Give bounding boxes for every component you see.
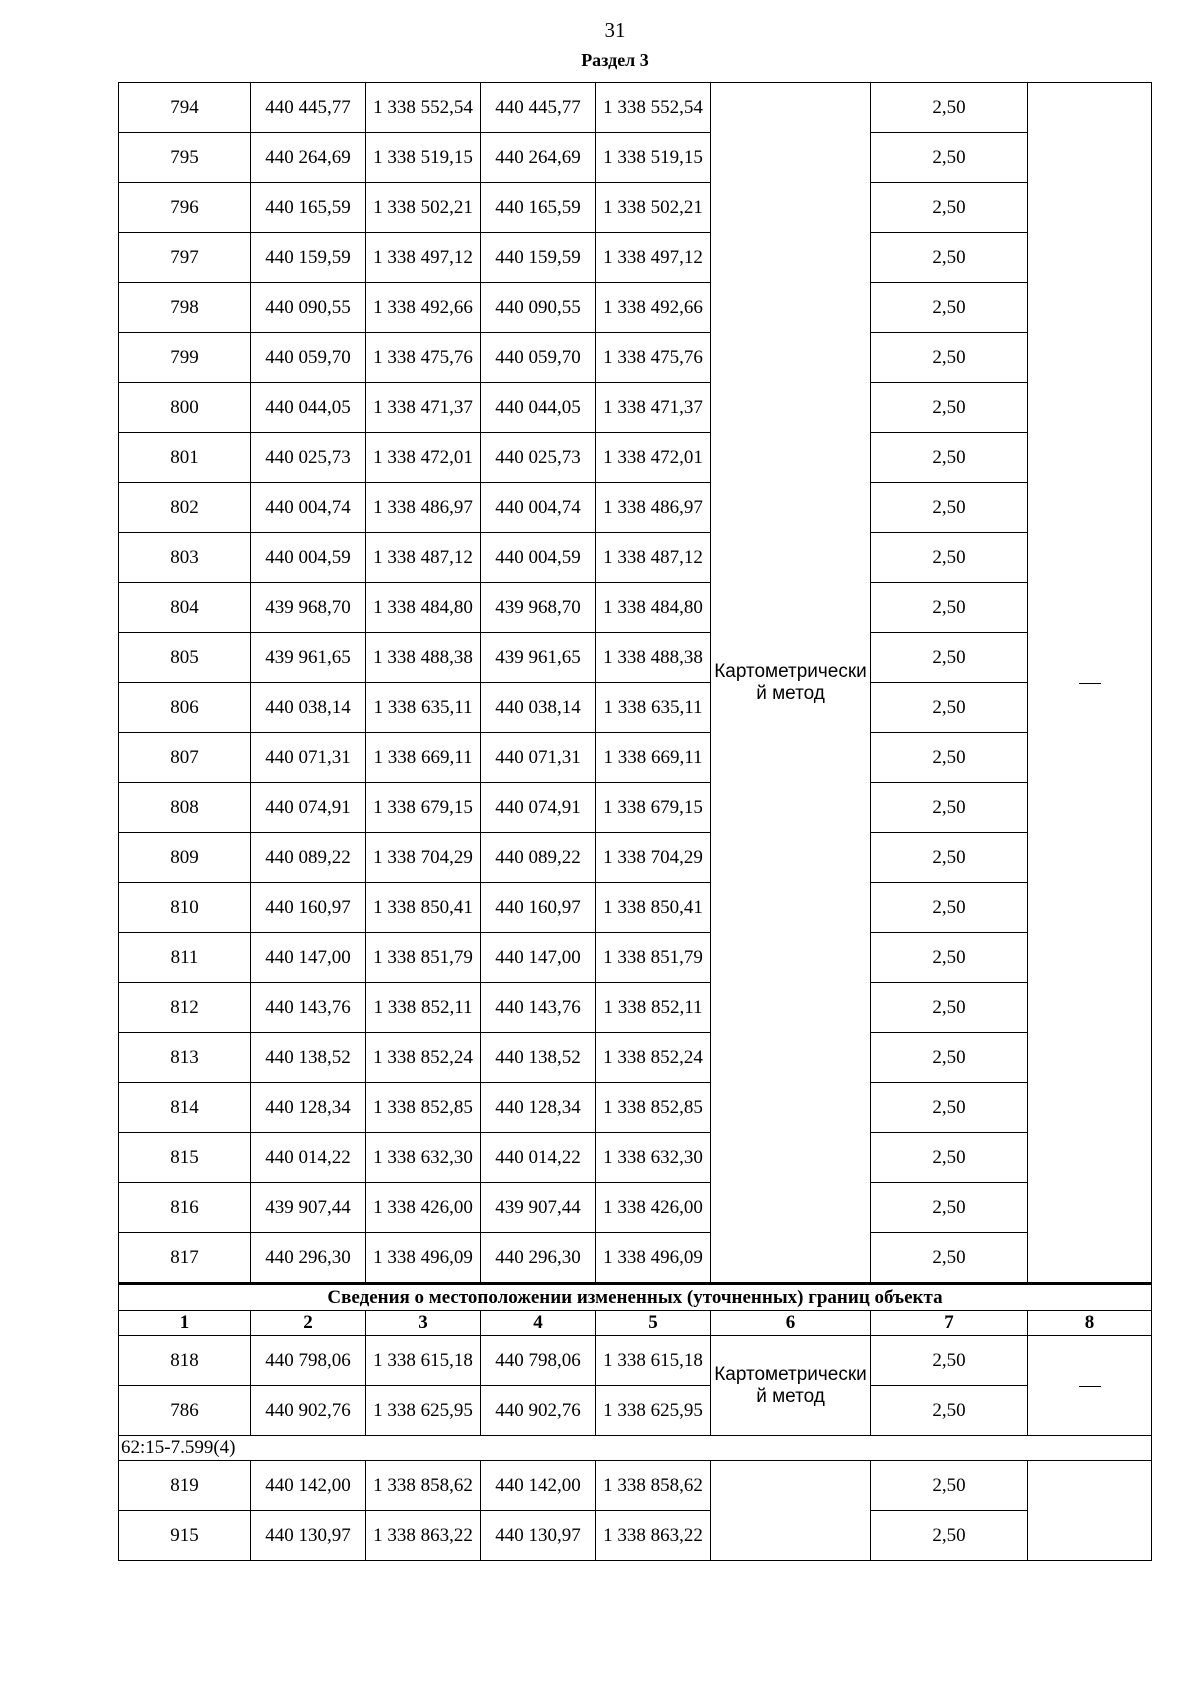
x-existing-cell: 440 038,14	[251, 683, 366, 733]
y-existing-cell: 1 338 497,12	[366, 233, 481, 283]
table-row	[119, 1183, 1152, 1233]
x-existing-cell: 440 296,30	[251, 1233, 366, 1284]
x-new-cell: 440 128,34	[481, 1083, 596, 1133]
point-number-cell: 805	[119, 633, 251, 683]
point-number-cell: 812	[119, 983, 251, 1033]
y-new-cell: 1 338 471,37	[596, 383, 711, 433]
table-row	[119, 633, 1152, 683]
point-number-cell: 795	[119, 133, 251, 183]
note-cell	[1028, 1336, 1152, 1436]
x-existing-cell: 440 128,34	[251, 1083, 366, 1133]
column-number: 3	[366, 1311, 481, 1336]
y-existing-cell: 1 338 851,79	[366, 933, 481, 983]
table-row	[119, 883, 1152, 933]
y-new-cell: 1 338 669,11	[596, 733, 711, 783]
table-row	[119, 783, 1152, 833]
y-new-cell: 1 338 486,97	[596, 483, 711, 533]
y-existing-cell: 1 338 863,22	[366, 1511, 481, 1561]
table-row	[119, 933, 1152, 983]
point-number-cell: 799	[119, 333, 251, 383]
y-new-cell: 1 338 496,09	[596, 1233, 711, 1284]
point-number-cell: 808	[119, 783, 251, 833]
dash-mark	[1079, 683, 1101, 684]
accuracy-cell: 2,50	[871, 783, 1028, 833]
y-new-cell: 1 338 625,95	[596, 1386, 711, 1436]
x-new-cell: 440 160,97	[481, 883, 596, 933]
x-existing-cell: 440 059,70	[251, 333, 366, 383]
x-new-cell: 440 089,22	[481, 833, 596, 883]
x-existing-cell: 439 961,65	[251, 633, 366, 683]
x-new-cell: 440 165,59	[481, 183, 596, 233]
x-new-cell: 440 004,74	[481, 483, 596, 533]
x-new-cell: 440 445,77	[481, 83, 596, 133]
accuracy-cell: 2,50	[871, 1183, 1028, 1233]
table-row	[119, 1033, 1152, 1083]
x-new-cell: 440 130,97	[481, 1511, 596, 1561]
y-new-cell: 1 338 519,15	[596, 133, 711, 183]
accuracy-cell: 2,50	[871, 233, 1028, 283]
section-heading-row	[119, 1284, 1152, 1311]
point-number-cell: 815	[119, 1133, 251, 1183]
point-number-cell: 798	[119, 283, 251, 333]
x-new-cell: 440 071,31	[481, 733, 596, 783]
y-new-cell: 1 338 852,24	[596, 1033, 711, 1083]
y-existing-cell: 1 338 852,85	[366, 1083, 481, 1133]
y-new-cell: 1 338 472,01	[596, 433, 711, 483]
x-new-cell: 440 138,52	[481, 1033, 596, 1083]
x-new-cell: 440 147,00	[481, 933, 596, 983]
accuracy-cell: 2,50	[871, 133, 1028, 183]
column-number: 7	[871, 1311, 1028, 1336]
y-existing-cell: 1 338 552,54	[366, 83, 481, 133]
point-number-cell: 915	[119, 1511, 251, 1561]
y-existing-cell: 1 338 472,01	[366, 433, 481, 483]
x-existing-cell: 440 159,59	[251, 233, 366, 283]
x-existing-cell: 439 968,70	[251, 583, 366, 633]
y-new-cell: 1 338 851,79	[596, 933, 711, 983]
point-number-cell: 801	[119, 433, 251, 483]
point-number-cell: 811	[119, 933, 251, 983]
table-row	[119, 183, 1152, 233]
table-row	[119, 333, 1152, 383]
column-number: 6	[711, 1311, 871, 1336]
x-existing-cell: 440 165,59	[251, 183, 366, 233]
y-existing-cell: 1 338 496,09	[366, 1233, 481, 1284]
y-existing-cell: 1 338 492,66	[366, 283, 481, 333]
x-new-cell: 440 143,76	[481, 983, 596, 1033]
y-new-cell: 1 338 863,22	[596, 1511, 711, 1561]
point-number-cell: 802	[119, 483, 251, 533]
x-existing-cell: 440 160,97	[251, 883, 366, 933]
table-row	[119, 483, 1152, 533]
y-new-cell: 1 338 488,38	[596, 633, 711, 683]
y-new-cell: 1 338 852,11	[596, 983, 711, 1033]
y-new-cell: 1 338 502,21	[596, 183, 711, 233]
table-row	[119, 83, 1152, 133]
note-cell	[1028, 83, 1152, 1284]
table-row	[119, 533, 1152, 583]
accuracy-cell: 2,50	[871, 583, 1028, 633]
method-cell: Картометрически й метод	[711, 83, 871, 1284]
accuracy-cell: 2,50	[871, 1233, 1028, 1284]
x-new-cell: 440 025,73	[481, 433, 596, 483]
table-row	[119, 733, 1152, 783]
column-number: 2	[251, 1311, 366, 1336]
accuracy-cell: 2,50	[871, 833, 1028, 883]
table-row	[119, 383, 1152, 433]
x-existing-cell: 440 089,22	[251, 833, 366, 883]
point-number-cell: 813	[119, 1033, 251, 1083]
x-existing-cell: 440 004,74	[251, 483, 366, 533]
x-existing-cell: 440 025,73	[251, 433, 366, 483]
x-new-cell: 440 059,70	[481, 333, 596, 383]
x-existing-cell: 440 143,76	[251, 983, 366, 1033]
accuracy-cell: 2,50	[871, 383, 1028, 433]
coordinates-table	[118, 82, 1152, 1561]
accuracy-cell: 2,50	[871, 333, 1028, 383]
point-number-cell: 804	[119, 583, 251, 633]
y-existing-cell: 1 338 487,12	[366, 533, 481, 583]
point-number-cell: 806	[119, 683, 251, 733]
x-new-cell: 440 142,00	[481, 1461, 596, 1511]
point-number-cell: 816	[119, 1183, 251, 1233]
column-number: 5	[596, 1311, 711, 1336]
accuracy-cell: 2,50	[871, 433, 1028, 483]
x-new-cell: 440 159,59	[481, 233, 596, 283]
accuracy-cell: 2,50	[871, 533, 1028, 583]
x-existing-cell: 439 907,44	[251, 1183, 366, 1233]
accuracy-cell: 2,50	[871, 183, 1028, 233]
parcel-id: 62:15-7.599(4)	[119, 1436, 1152, 1461]
x-new-cell: 440 044,05	[481, 383, 596, 433]
point-number-cell: 817	[119, 1233, 251, 1284]
method-cell: Картометрически й метод	[711, 1336, 871, 1436]
y-existing-cell: 1 338 852,24	[366, 1033, 481, 1083]
y-existing-cell: 1 338 471,37	[366, 383, 481, 433]
x-existing-cell: 440 014,22	[251, 1133, 366, 1183]
point-number-cell: 803	[119, 533, 251, 583]
point-number-cell: 819	[119, 1461, 251, 1511]
point-number-cell: 807	[119, 733, 251, 783]
point-number-cell: 797	[119, 233, 251, 283]
x-existing-cell: 440 130,97	[251, 1511, 366, 1561]
accuracy-cell: 2,50	[871, 1033, 1028, 1083]
y-new-cell: 1 338 475,76	[596, 333, 711, 383]
accuracy-cell: 2,50	[871, 983, 1028, 1033]
x-existing-cell: 440 902,76	[251, 1386, 366, 1436]
table-body	[119, 83, 1152, 1561]
point-number-cell: 814	[119, 1083, 251, 1133]
x-new-cell: 440 902,76	[481, 1386, 596, 1436]
section-heading: Сведения о местоположении измененных (уточненных) границ объекта	[119, 1284, 1152, 1311]
table-row	[119, 233, 1152, 283]
x-new-cell: 440 296,30	[481, 1233, 596, 1284]
x-new-cell: 440 074,91	[481, 783, 596, 833]
table-row	[119, 983, 1152, 1033]
accuracy-cell: 2,50	[871, 1461, 1028, 1511]
accuracy-cell: 2,50	[871, 933, 1028, 983]
y-existing-cell: 1 338 519,15	[366, 133, 481, 183]
x-existing-cell: 440 074,91	[251, 783, 366, 833]
y-new-cell: 1 338 704,29	[596, 833, 711, 883]
y-existing-cell: 1 338 635,11	[366, 683, 481, 733]
dash-mark	[1079, 1386, 1101, 1387]
y-existing-cell: 1 338 679,15	[366, 783, 481, 833]
y-new-cell: 1 338 635,11	[596, 683, 711, 733]
x-new-cell: 440 014,22	[481, 1133, 596, 1183]
y-new-cell: 1 338 852,85	[596, 1083, 711, 1133]
x-existing-cell: 440 445,77	[251, 83, 366, 133]
y-new-cell: 1 338 615,18	[596, 1336, 711, 1386]
column-number: 1	[119, 1311, 251, 1336]
x-new-cell: 440 798,06	[481, 1336, 596, 1386]
y-existing-cell: 1 338 858,62	[366, 1461, 481, 1511]
accuracy-cell: 2,50	[871, 883, 1028, 933]
point-number-cell: 796	[119, 183, 251, 233]
accuracy-cell: 2,50	[871, 283, 1028, 333]
y-new-cell: 1 338 426,00	[596, 1183, 711, 1233]
y-new-cell: 1 338 552,54	[596, 83, 711, 133]
table-row	[119, 433, 1152, 483]
x-existing-cell: 440 264,69	[251, 133, 366, 183]
table-row	[119, 1461, 1152, 1511]
x-new-cell: 440 038,14	[481, 683, 596, 733]
parcel-row	[119, 1436, 1152, 1461]
table-row	[119, 283, 1152, 333]
section-title: Раздел 3	[581, 50, 649, 70]
y-new-cell: 1 338 487,12	[596, 533, 711, 583]
y-new-cell: 1 338 858,62	[596, 1461, 711, 1511]
y-existing-cell: 1 338 625,95	[366, 1386, 481, 1436]
x-new-cell: 440 090,55	[481, 283, 596, 333]
table-row	[119, 1336, 1152, 1386]
table-row	[119, 1233, 1152, 1284]
x-new-cell: 440 004,59	[481, 533, 596, 583]
accuracy-cell: 2,50	[871, 1511, 1028, 1561]
accuracy-cell: 2,50	[871, 683, 1028, 733]
y-existing-cell: 1 338 669,11	[366, 733, 481, 783]
accuracy-cell: 2,50	[871, 1083, 1028, 1133]
table-row	[119, 133, 1152, 183]
y-new-cell: 1 338 679,15	[596, 783, 711, 833]
column-number: 8	[1028, 1311, 1152, 1336]
column-number-row	[119, 1311, 1152, 1336]
point-number-cell: 818	[119, 1336, 251, 1386]
point-number-cell: 810	[119, 883, 251, 933]
x-existing-cell: 440 004,59	[251, 533, 366, 583]
point-number-cell: 809	[119, 833, 251, 883]
y-new-cell: 1 338 497,12	[596, 233, 711, 283]
y-new-cell: 1 338 484,80	[596, 583, 711, 633]
table-row	[119, 833, 1152, 883]
x-new-cell: 439 907,44	[481, 1183, 596, 1233]
y-existing-cell: 1 338 502,21	[366, 183, 481, 233]
y-existing-cell: 1 338 484,80	[366, 583, 481, 633]
x-new-cell: 439 968,70	[481, 583, 596, 633]
note-cell	[1028, 1461, 1152, 1561]
accuracy-cell: 2,50	[871, 1133, 1028, 1183]
point-number-cell: 786	[119, 1386, 251, 1436]
accuracy-cell: 2,50	[871, 633, 1028, 683]
y-existing-cell: 1 338 850,41	[366, 883, 481, 933]
y-new-cell: 1 338 492,66	[596, 283, 711, 333]
x-existing-cell: 440 090,55	[251, 283, 366, 333]
accuracy-cell: 2,50	[871, 733, 1028, 783]
y-existing-cell: 1 338 488,38	[366, 633, 481, 683]
y-existing-cell: 1 338 486,97	[366, 483, 481, 533]
y-new-cell: 1 338 632,30	[596, 1133, 711, 1183]
x-existing-cell: 440 142,00	[251, 1461, 366, 1511]
x-existing-cell: 440 798,06	[251, 1336, 366, 1386]
point-number-cell: 800	[119, 383, 251, 433]
accuracy-cell: 2,50	[871, 1336, 1028, 1386]
table-row	[119, 1511, 1152, 1561]
y-new-cell: 1 338 850,41	[596, 883, 711, 933]
page-number: 31	[604, 18, 626, 42]
y-existing-cell: 1 338 704,29	[366, 833, 481, 883]
x-new-cell: 440 264,69	[481, 133, 596, 183]
accuracy-cell: 2,50	[871, 1386, 1028, 1436]
y-existing-cell: 1 338 475,76	[366, 333, 481, 383]
table-row	[119, 1386, 1152, 1436]
x-existing-cell: 440 138,52	[251, 1033, 366, 1083]
accuracy-cell: 2,50	[871, 483, 1028, 533]
table-row	[119, 583, 1152, 633]
table-row	[119, 1133, 1152, 1183]
table-row	[119, 1083, 1152, 1133]
y-existing-cell: 1 338 632,30	[366, 1133, 481, 1183]
table-row	[119, 683, 1152, 733]
y-existing-cell: 1 338 615,18	[366, 1336, 481, 1386]
accuracy-cell: 2,50	[871, 83, 1028, 133]
y-existing-cell: 1 338 426,00	[366, 1183, 481, 1233]
point-number-cell: 794	[119, 83, 251, 133]
x-new-cell: 439 961,65	[481, 633, 596, 683]
x-existing-cell: 440 071,31	[251, 733, 366, 783]
method-cell	[711, 1461, 871, 1561]
x-existing-cell: 440 147,00	[251, 933, 366, 983]
y-existing-cell: 1 338 852,11	[366, 983, 481, 1033]
column-number: 4	[481, 1311, 596, 1336]
x-existing-cell: 440 044,05	[251, 383, 366, 433]
